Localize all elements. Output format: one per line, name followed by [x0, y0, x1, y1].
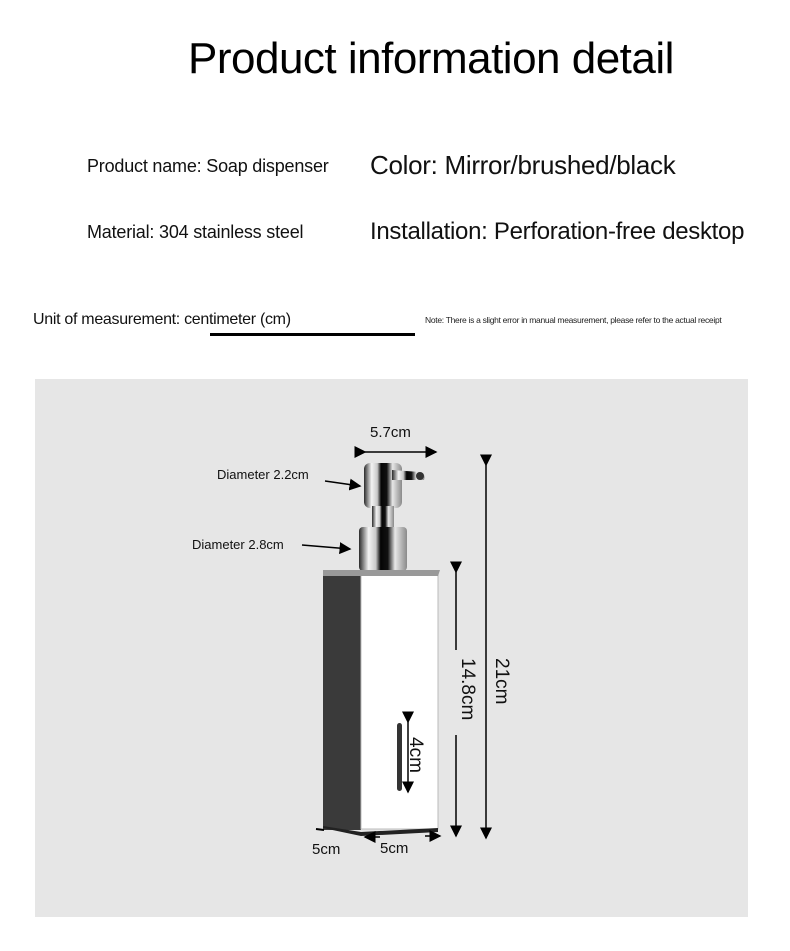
dimension-total-height: 21cm	[491, 658, 512, 705]
spec-installation: Installation: Perforation-free desktop	[370, 218, 745, 245]
page-title: Product information detail	[188, 34, 674, 83]
spec-color: Color: Mirror/brushed/black	[370, 150, 676, 180]
dimension-pump-width: 5.7cm	[370, 424, 411, 441]
measurement-note: Note: There is a slight error in manual measurement, please refer to the actual receipt	[425, 315, 722, 325]
dimension-depth: 5cm	[312, 841, 341, 858]
dimension-body-height: 14.8cm	[457, 658, 478, 721]
dimension-width: 5cm	[380, 840, 409, 857]
label-nozzle-diameter: Diameter 2.2cm	[217, 467, 309, 482]
label-collar-diameter: Diameter 2.8cm	[192, 537, 284, 552]
spec-material: Material: 304 stainless steel	[87, 222, 304, 242]
dimension-window-height: 4cm	[405, 737, 426, 773]
unit-of-measurement: Unit of measurement: centimeter (cm)	[33, 311, 291, 328]
spec-product-name: Product name: Soap dispenser	[87, 156, 329, 176]
